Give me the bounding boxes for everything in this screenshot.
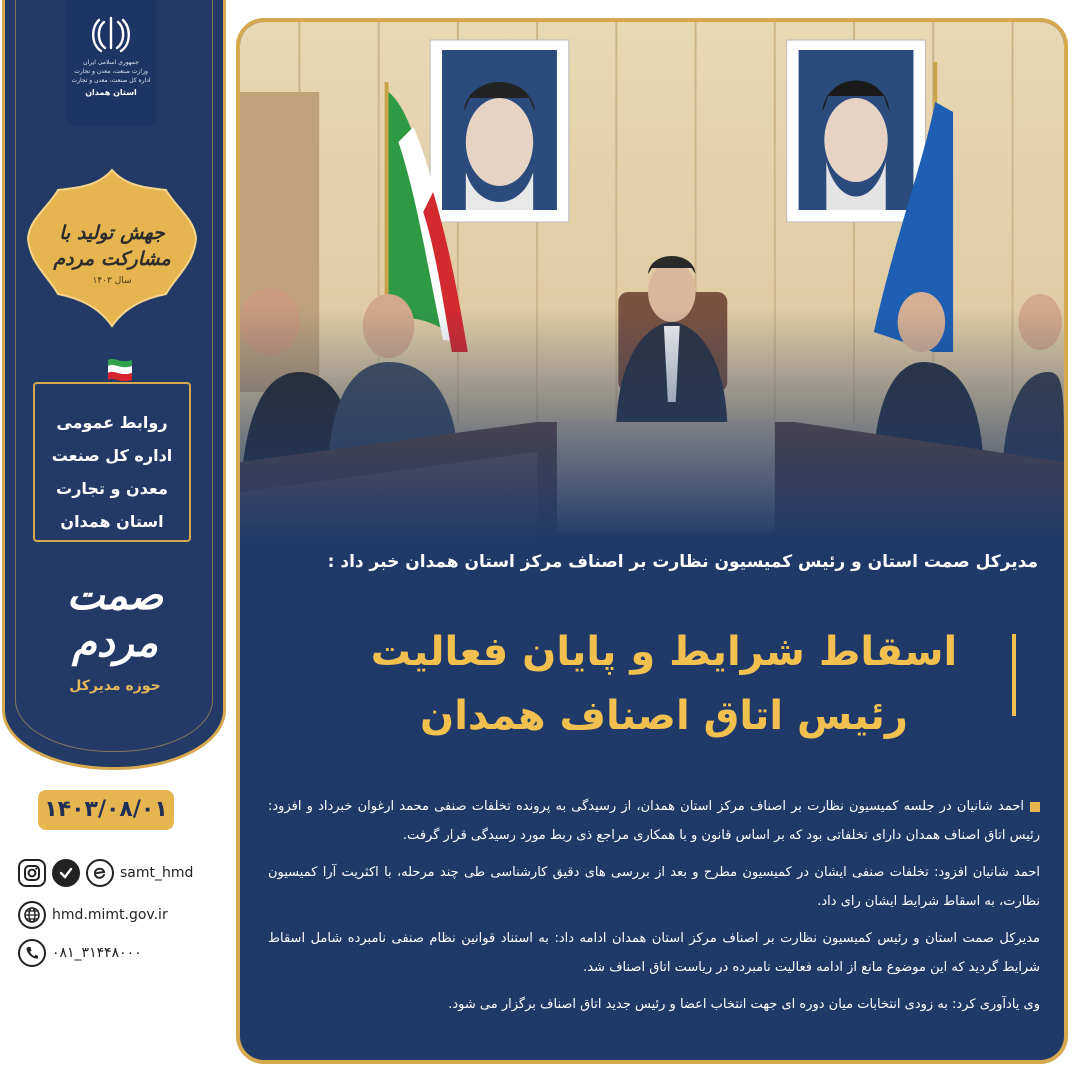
pr-line-3: معدن و تجارت: [56, 479, 168, 498]
phone-row: [18, 938, 142, 968]
news-card: [236, 18, 1068, 1064]
paragraph: احمد شانیان افزود: تخلفات صنفی ایشان در کمیسیون مطرح و بعد از بررسی های دقیق کارشناسی طی چند مرحله، با اکثریت آرا کمیسیون نظارت، به اسقاط شرایط ایشان رای داد.: [268, 865, 1040, 909]
title-line-2: رئیس اتاق اصناف همدان: [420, 693, 908, 739]
eitaa-icon: [86, 859, 114, 887]
paragraph-text: احمد شانیان در جلسه کمیسیون نظارت بر اصناف مرکز استان همدان، از رسیدگی به پرونده تخلفات صنفی محمد ارغوان خبرداد و افزود: رئیس اتاق اصناف همدان دارای تخلفاتی بود که بر اساس قانون و با همکاری مراجع ذی ربط مورد رسیدگی قرار گرفت.: [268, 799, 1040, 843]
year-label: سال ۱۴۰۳: [92, 276, 132, 286]
article-kicker: مدیرکل صمت استان و رئیس کمیسیون نظارت بر اصناف مرکز استان همدان خبر داد :: [327, 552, 1038, 572]
year-slogan: جهش تولید با مشارکت مردم: [53, 222, 171, 270]
iran-emblem-icon: [89, 14, 133, 54]
phone-icon: [18, 939, 46, 967]
instagram-icon: [18, 859, 46, 887]
title-accent-bar: [1012, 634, 1016, 716]
social-row: [18, 858, 193, 888]
pr-line-4: استان همدان: [60, 512, 164, 531]
shield-check-icon: [52, 859, 80, 887]
paragraph: مدیرکل صمت استان و رئیس کمیسیون نظارت بر اصناف مرکز استان همدان ادامه داد: به استناد قوانین نظام صنفی نامبرده شامل اسقاط شرایط گردید که این موضوع مانع از ادامه فعالیت نامبرده در ریاست اتاق اصناف شد.: [268, 931, 1040, 975]
pr-line-1: روابط عمومی: [56, 413, 168, 432]
globe-icon: [18, 901, 46, 929]
article-title: [314, 620, 1014, 748]
website-row: [18, 900, 168, 930]
logo-province: استان همدان: [85, 88, 137, 97]
paragraph: [268, 792, 1040, 850]
sidebar: [0, 0, 232, 1080]
website-link[interactable]: hmd.mimt.gov.ir: [52, 907, 168, 923]
paragraph: وی یادآوری کرد: به زودی انتخابات میان دوره ای جهت انتخاب اعضا و رئیس جدید اتاق اصناف برگزار می شود.: [448, 997, 1040, 1012]
social-handle[interactable]: samt_hmd: [120, 865, 194, 881]
title-line-1: اسقاط شرایط و پایان فعالیت: [370, 629, 958, 675]
year-slogan-badge: [26, 168, 198, 328]
phone-number[interactable]: ۰۸۱_۳۱۴۴۸۰۰۰: [52, 945, 142, 961]
logo-ministry: وزارت صنعت، معدن و تجارت: [74, 68, 148, 75]
public-relations-box: [33, 382, 191, 542]
logo-country: جمهوری اسلامی ایران: [83, 59, 139, 66]
campaign-subtitle: حوزه مدیرکل: [69, 678, 161, 694]
pr-line-2: اداره کل صنعت: [51, 446, 173, 465]
bullet-icon: [1030, 802, 1040, 812]
article-body: [268, 792, 1040, 1027]
logo-department: اداره کل صنعت، معدن و تجارت: [71, 77, 151, 84]
campaign-title: صمت مردم: [66, 572, 164, 666]
meeting-photo: [240, 22, 1064, 542]
date-badge: ۱۴۰۳/۰۸/۰۱: [38, 790, 174, 830]
ministry-logo: [66, 0, 156, 126]
headline-area: [240, 552, 1064, 572]
